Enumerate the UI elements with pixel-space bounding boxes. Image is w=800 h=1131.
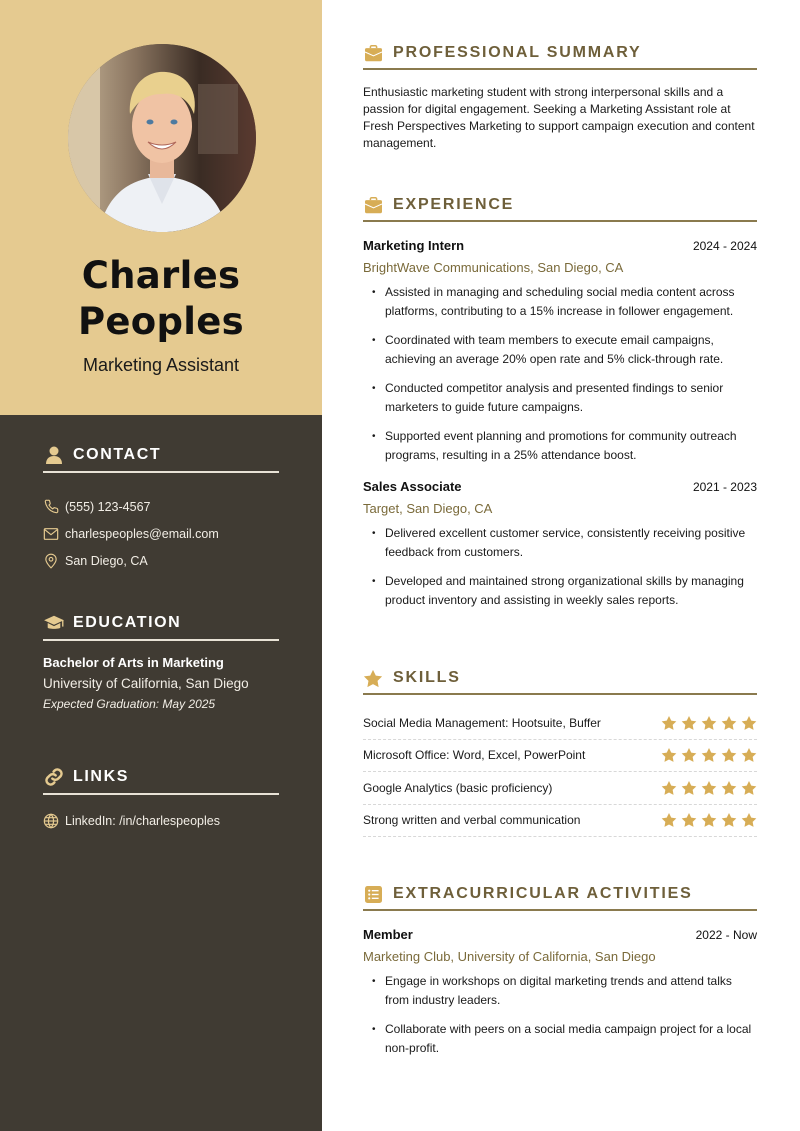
- star-icon: [721, 780, 737, 796]
- skill-row: [363, 805, 757, 838]
- first-name: Charles: [81, 254, 241, 297]
- last-name: Peoples: [77, 300, 245, 343]
- star-icon: [741, 780, 757, 796]
- activity-role: Member: [363, 927, 413, 942]
- star-icon: [661, 812, 677, 828]
- job-dates: 2024 - 2024: [692, 239, 757, 253]
- rating-stars: [661, 715, 757, 731]
- rating-stars: [661, 747, 757, 763]
- summary-title: PROFESSIONAL SUMMARY: [393, 44, 642, 61]
- location-pin-icon: [43, 553, 59, 569]
- skills-list: [363, 707, 757, 837]
- star-icon: [721, 715, 737, 731]
- bullet-item: • Conducted competitor analysis and presented findings to senior marketers to guide future campaigns.: [363, 379, 757, 417]
- job-title: Marketing Assistant: [82, 355, 240, 375]
- linkedin-text: LinkedIn: /in/charlespeoples: [65, 813, 220, 828]
- activities-heading: [363, 879, 757, 911]
- email-text: charlespeoples@email.com: [65, 526, 219, 541]
- contact-heading: [43, 443, 279, 473]
- mail-icon: [43, 526, 59, 542]
- education-section: [43, 611, 279, 711]
- activity-organization: Marketing Club, University of California, San Diego: [363, 949, 656, 964]
- graduation-cap-icon: [43, 612, 65, 634]
- star-icon: [741, 747, 757, 763]
- skill-row: [363, 740, 757, 773]
- job-title: Sales Associate: [363, 479, 462, 494]
- linkedin-link[interactable]: [43, 807, 279, 834]
- job-bullets: [363, 524, 757, 610]
- bullet-item: • Supported event planning and promotions for community outreach programs, resulting in a 25% attendance boost.: [363, 427, 757, 465]
- school: University of California, San Diego: [43, 676, 249, 691]
- summary-text: Enthusiastic marketing student with strong interpersonal skills and a passion for digital engagement. Seeking a Marketing Assistant role at Fresh Perspectives Marketing to support campaign execution and content management.: [363, 85, 755, 150]
- briefcase-icon: [363, 195, 383, 215]
- star-icon: [363, 668, 383, 688]
- star-icon: [661, 715, 677, 731]
- star-icon: [721, 812, 737, 828]
- skills-heading: [363, 663, 757, 695]
- experience-section: [363, 190, 757, 620]
- link-icon: [43, 766, 65, 788]
- skill-name: Microsoft Office: Word, Excel, PowerPoint: [363, 748, 586, 763]
- skill-name: Google Analytics (basic proficiency): [363, 780, 553, 795]
- links-title: LINKS: [73, 768, 129, 785]
- star-icon: [661, 780, 677, 796]
- job-dates: 2021 - 2023: [692, 480, 757, 494]
- user-icon: [43, 444, 65, 466]
- profile-header: [0, 0, 322, 415]
- skill-row: [363, 772, 757, 805]
- experience-heading: [363, 190, 757, 222]
- summary-heading: [363, 38, 757, 70]
- briefcase-icon: [363, 43, 383, 63]
- star-icon: [681, 780, 697, 796]
- contact-section: [43, 443, 279, 574]
- skill-row: [363, 707, 757, 740]
- contact-email[interactable]: [43, 520, 279, 547]
- graduation-date: Expected Graduation: May 2025: [43, 697, 216, 711]
- phone-icon: [43, 499, 59, 515]
- activity-dates: 2022 - Now: [695, 928, 757, 942]
- star-icon: [661, 747, 677, 763]
- location-text: San Diego, CA: [65, 553, 148, 568]
- portrait-image: [68, 44, 256, 232]
- job-entry: [363, 479, 757, 610]
- star-icon: [701, 747, 717, 763]
- phone-text: (555) 123-4567: [65, 499, 151, 514]
- activities-title: EXTRACURRICULAR ACTIVITIES: [393, 885, 693, 902]
- degree: Bachelor of Arts in Marketing: [43, 655, 224, 670]
- activity-entry: [363, 927, 757, 1058]
- star-icon: [701, 715, 717, 731]
- bullet-item: • Coordinated with team members to execute email campaigns, achieving an average 20% open rate and 5% click-through rate.: [363, 331, 757, 369]
- bullet-item: • Delivered excellent customer service, consistently receiving positive feedback from customers.: [363, 524, 757, 562]
- experience-title: EXPERIENCE: [393, 196, 515, 213]
- job-entry: [363, 238, 757, 465]
- bullet-item: • Developed and maintained strong organizational skills by managing product inventory and assisting in weekly sales reports.: [363, 572, 757, 610]
- profile-photo: [68, 44, 256, 232]
- activities-section: [363, 879, 757, 1068]
- job-bullets: [363, 283, 757, 465]
- list-icon: [363, 884, 383, 904]
- globe-icon: [43, 813, 59, 829]
- star-icon: [701, 780, 717, 796]
- rating-stars: [661, 780, 757, 796]
- star-icon: [681, 747, 697, 763]
- activity-bullets: [363, 972, 757, 1058]
- rating-stars: [661, 812, 757, 828]
- skill-name: Strong written and verbal communication: [363, 813, 581, 828]
- bullet-item: • Collaborate with peers on a social media campaign project for a local non-profit.: [363, 1020, 757, 1058]
- links-heading: [43, 765, 279, 795]
- bullet-item: • Assisted in managing and scheduling social media content across platforms, contributing to a 15% increase in follower engagement.: [363, 283, 757, 321]
- summary-section: [363, 38, 757, 152]
- contact-title: CONTACT: [73, 446, 162, 463]
- bullet-item: • Engage in workshops on digital marketing trends and attend talks from industry leaders.: [363, 972, 757, 1010]
- sidebar: [0, 0, 322, 1131]
- job-organization: BrightWave Communications, San Diego, CA: [363, 260, 624, 275]
- job-title: Marketing Intern: [363, 238, 465, 253]
- job-organization: Target, San Diego, CA: [363, 501, 493, 516]
- contact-phone[interactable]: [43, 493, 279, 520]
- education-title: EDUCATION: [73, 614, 182, 631]
- skills-title: SKILLS: [393, 669, 461, 686]
- contact-location: [43, 547, 279, 574]
- skill-name: Social Media Management: Hootsuite, Buffer: [363, 715, 601, 730]
- education-heading: [43, 611, 279, 641]
- star-icon: [701, 812, 717, 828]
- star-icon: [681, 812, 697, 828]
- links-section: [43, 765, 279, 834]
- star-icon: [721, 747, 737, 763]
- star-icon: [741, 812, 757, 828]
- full-name: [0, 253, 322, 345]
- star-icon: [681, 715, 697, 731]
- star-icon: [741, 715, 757, 731]
- skills-section: [363, 663, 757, 837]
